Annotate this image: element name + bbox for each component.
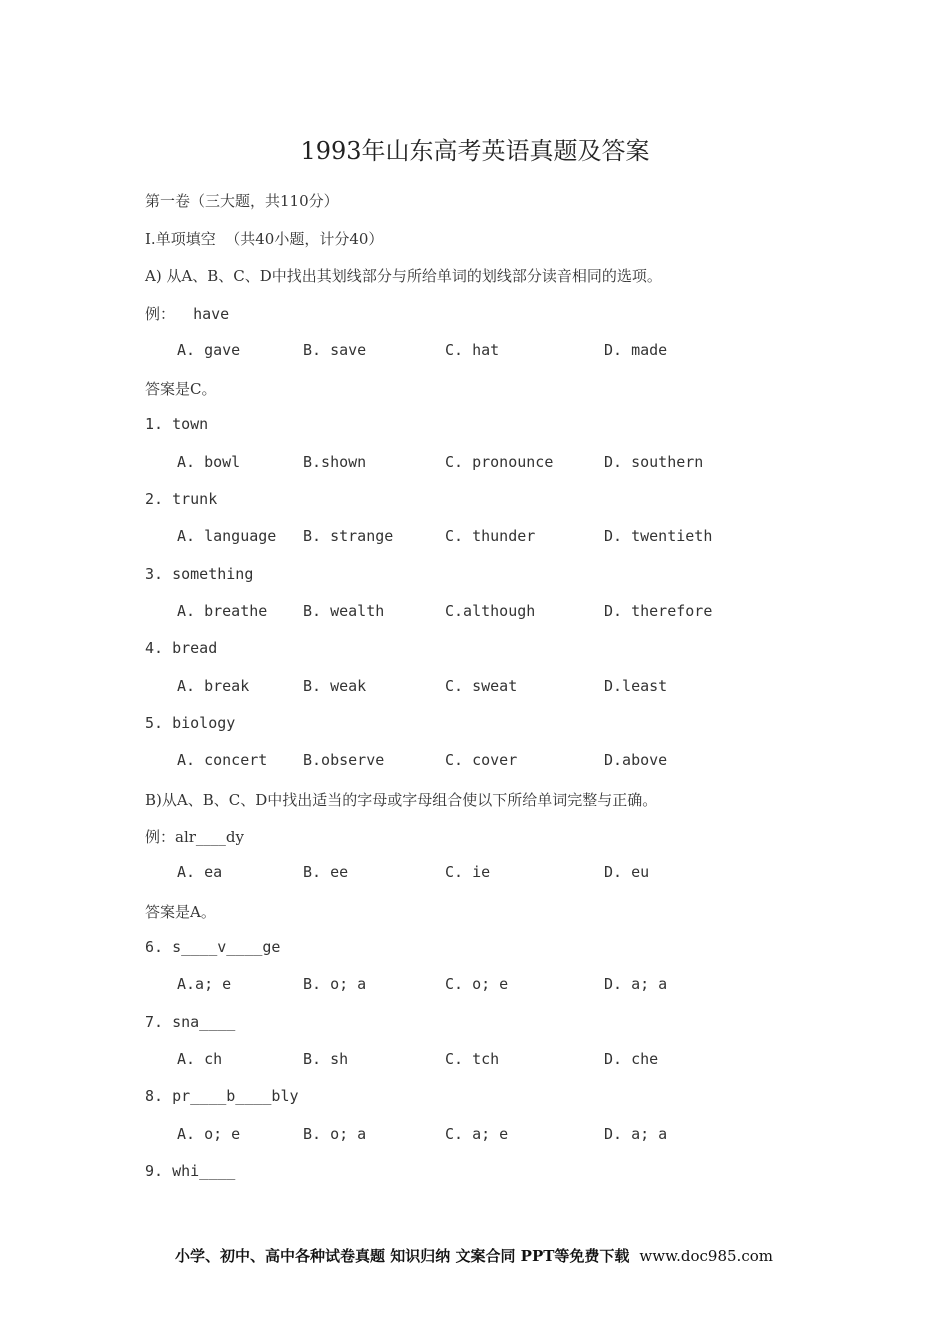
footer-link[interactable]: www.doc985.com	[639, 1247, 773, 1265]
option-d: D. made	[604, 341, 668, 359]
q1-option-c: C. pronounce	[445, 453, 554, 471]
q7-option-a: A. ch	[177, 1050, 223, 1068]
q2-option-c: C. thunder	[445, 527, 536, 545]
example-word: have	[193, 305, 230, 323]
exb-option-d: D. eu	[604, 863, 650, 881]
q1-option-d: D. southern	[604, 453, 704, 471]
exb-option-b: B. ee	[303, 863, 349, 881]
q8-option-d: D. a; a	[604, 1125, 668, 1143]
question-9-stem: 9. whi____	[145, 1162, 236, 1180]
section-a-instruction: A) 从A、B、C、D中找出其划线部分与所给单词的划线部分读音相同的选项。	[145, 267, 662, 285]
question-8-stem: 8. pr____b____bly	[145, 1087, 299, 1105]
exb-option-a: A. ea	[177, 863, 223, 881]
q5-option-b: B.observe	[303, 751, 385, 769]
footer-text: 小学、初中、高中各种试卷真题 知识归纳 文案合同 PPT等免费下载	[175, 1247, 630, 1265]
q2-option-d: D. twentieth	[604, 527, 713, 545]
page-footer	[175, 1245, 773, 1266]
q8-option-a: A. o; e	[177, 1125, 241, 1143]
part-heading: 第一卷（三大题，共110分）	[145, 192, 339, 210]
question-2-stem: 2. trunk	[145, 490, 218, 508]
q6-option-d: D. a; a	[604, 975, 668, 993]
q6-option-c: C. o; e	[445, 975, 509, 993]
q5-option-a: A. concert	[177, 751, 268, 769]
question-7-stem: 7. sna____	[145, 1013, 236, 1031]
q6-option-b: B. o; a	[303, 975, 367, 993]
exb-option-c: C. ie	[445, 863, 491, 881]
document-title: 1993年山东高考英语真题及答案	[300, 137, 650, 165]
q1-option-b: B.shown	[303, 453, 367, 471]
q4-option-c: C. sweat	[445, 677, 518, 695]
q5-option-c: C. cover	[445, 751, 518, 769]
section-b-instruction: B)从A、B、C、D中找出适当的字母或字母组合使以下所给单词完整与正确。	[145, 791, 658, 809]
question-6-stem: 6. s____v____ge	[145, 938, 281, 956]
q8-option-c: C. a; e	[445, 1125, 509, 1143]
example-a-answer: 答案是C。	[145, 380, 217, 398]
question-3-stem: 3. something	[145, 565, 254, 583]
option-c: C. hat	[445, 341, 500, 359]
example-a-stem: 例： have	[145, 305, 230, 323]
q6-option-a: A.a; e	[177, 975, 232, 993]
q3-option-b: B. wealth	[303, 602, 385, 620]
q7-option-b: B. sh	[303, 1050, 349, 1068]
q3-option-d: D. therefore	[604, 602, 713, 620]
q4-option-a: A. break	[177, 677, 250, 695]
section-heading: Ⅰ.单项填空 （共40小题，计分40）	[145, 230, 384, 248]
q3-option-c: C.although	[445, 602, 536, 620]
q7-option-c: C. tch	[445, 1050, 500, 1068]
q7-option-d: D. che	[604, 1050, 659, 1068]
option-a: A. gave	[177, 341, 241, 359]
q8-option-b: B. o; a	[303, 1125, 367, 1143]
q4-option-b: B. weak	[303, 677, 367, 695]
q2-option-b: B. strange	[303, 527, 394, 545]
example-b-stem: 例：alr____dy	[145, 828, 244, 846]
q2-option-a: A. language	[177, 527, 277, 545]
q3-option-a: A. breathe	[177, 602, 268, 620]
example-b-answer: 答案是A。	[145, 903, 216, 921]
question-4-stem: 4. bread	[145, 639, 218, 657]
option-b: B. save	[303, 341, 367, 359]
question-1-stem: 1. town	[145, 415, 209, 433]
question-5-stem: 5. biology	[145, 714, 236, 732]
q1-option-a: A. bowl	[177, 453, 241, 471]
q4-option-d: D.least	[604, 677, 668, 695]
q5-option-d: D.above	[604, 751, 668, 769]
